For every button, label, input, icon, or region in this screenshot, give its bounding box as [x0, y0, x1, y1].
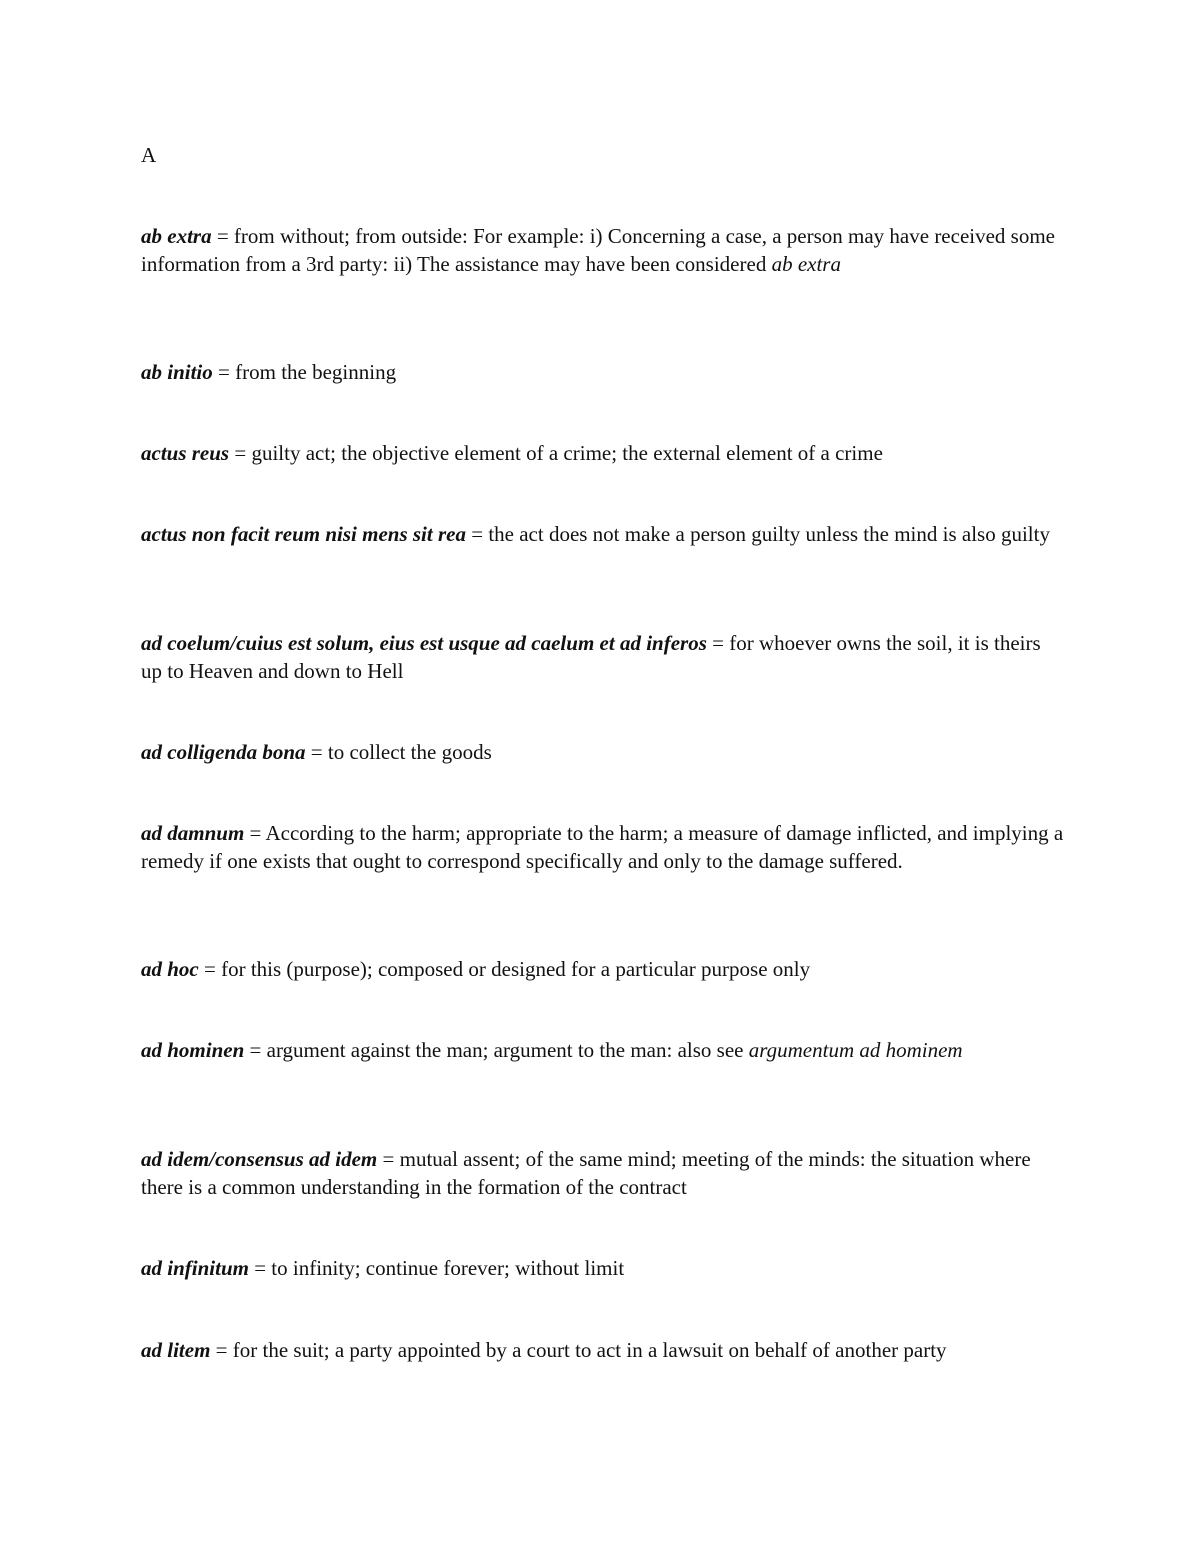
entry-term: ad idem/consensus ad idem — [141, 1147, 378, 1171]
entry-definition-italic: argumentum ad hominem — [748, 1038, 963, 1062]
glossary-entry — [141, 1255, 1066, 1283]
entry-term: ad hominen — [141, 1038, 245, 1062]
entry-definition: the act does not make a person guilty unless the mind is also guilty — [488, 522, 1050, 546]
glossary-entry — [141, 1337, 1066, 1365]
entry-separator: = — [305, 740, 328, 764]
entry-definition: mutual assent; of the same mind; meeting of the minds: the situation where there is a common understanding in the formation of the contract — [141, 1147, 1031, 1199]
entry-definition: According to the harm; appropriate to the harm; a measure of damage inflicted, and implying a remedy if one exists that ought to correspond specifically and only to the damage suffered. — [141, 821, 1064, 873]
glossary-entry — [141, 820, 1066, 875]
entry-definition: guilty act; the objective element of a crime; the external element of a crime — [251, 441, 883, 465]
entry-term: ad coelum/cuius est solum, eius est usque ad caelum et ad inferos — [141, 631, 707, 655]
entry-term: ad damnum — [141, 821, 245, 845]
entry-term: actus reus — [141, 441, 230, 465]
entry-term: ab extra — [141, 224, 212, 248]
entry-term: actus non facit reum nisi mens sit rea — [141, 522, 466, 546]
entry-term: ad colligenda bona — [141, 740, 306, 764]
glossary-entry — [141, 223, 1066, 278]
glossary-entry — [141, 956, 1066, 984]
entry-separator: = — [198, 957, 222, 981]
entry-term: ab initio — [141, 360, 213, 384]
entry-separator: = — [244, 1038, 267, 1062]
glossary-entry — [141, 359, 1066, 387]
entry-term: ad hoc — [141, 957, 199, 981]
entry-definition: to collect the goods — [327, 740, 492, 764]
entry-definition: for this (purpose); composed or designed for a particular purpose only — [221, 957, 811, 981]
section-letter-heading: A — [141, 143, 157, 167]
entry-definition: for the suit; a party appointed by a court to act in a lawsuit on behalf of another party — [232, 1338, 947, 1362]
entry-separator: = — [377, 1147, 400, 1171]
entry-definition: from without; from outside: For example: i) Concerning a case, a person may have received some information from a 3rd party: ii) The assistance may have been considered — [141, 224, 1056, 276]
glossary-entry — [141, 630, 1066, 685]
entry-definition: for whoever owns the soil, it is theirs up to Heaven and down to Hell — [141, 631, 1041, 683]
glossary-entry — [141, 1037, 1066, 1065]
entry-separator: = — [465, 522, 489, 546]
entry-separator: = — [211, 224, 234, 248]
glossary-entry — [141, 521, 1066, 549]
entry-separator: = — [248, 1256, 272, 1280]
entry-definition-italic: ab extra — [771, 251, 841, 276]
entry-definition: argument against the man; argument to the man: also see — [266, 1038, 749, 1062]
glossary-entry — [141, 440, 1066, 468]
entry-separator: = — [706, 631, 730, 655]
glossary-entry — [141, 1146, 1066, 1201]
entry-term: ad litem — [141, 1338, 211, 1362]
entry-separator: = — [244, 821, 266, 845]
glossary-entry — [141, 739, 1066, 767]
entry-separator: = — [210, 1338, 233, 1362]
entry-separator: = — [229, 441, 252, 465]
entry-definition: from the beginning — [235, 360, 397, 384]
entry-term: ad infinitum — [141, 1256, 249, 1280]
entry-definition: to infinity; continue forever; without limit — [271, 1256, 625, 1280]
entry-separator: = — [212, 360, 236, 384]
